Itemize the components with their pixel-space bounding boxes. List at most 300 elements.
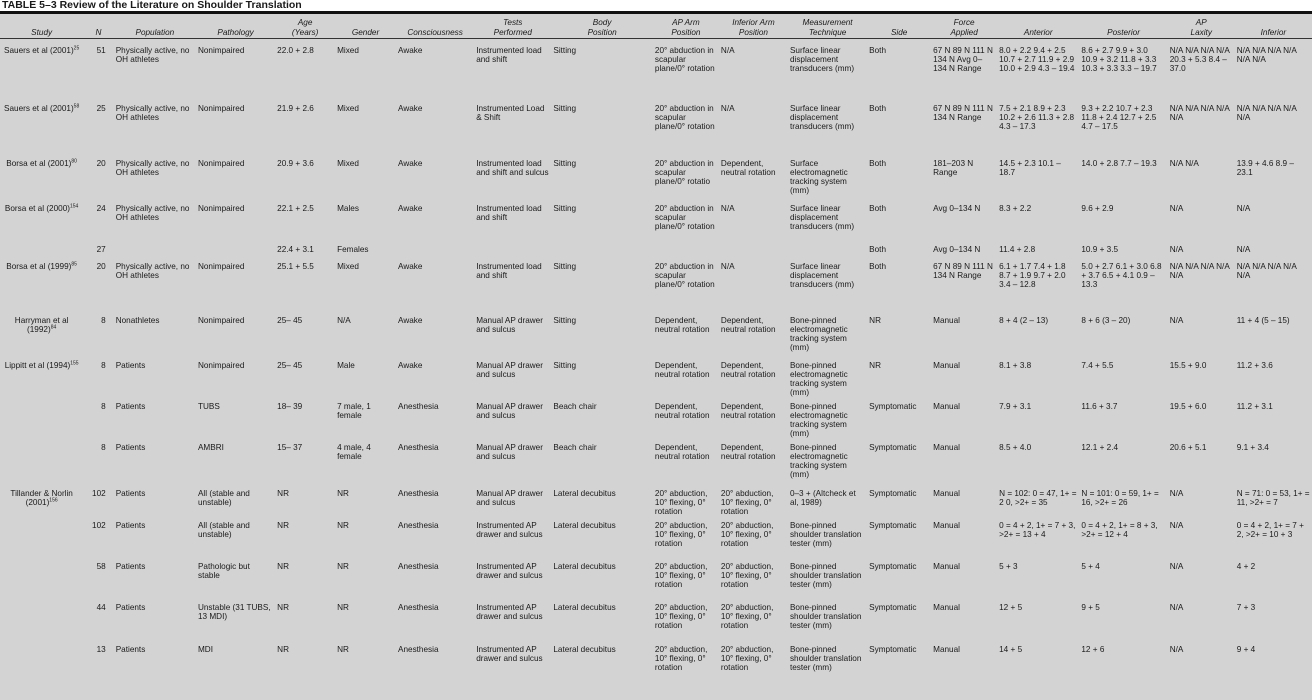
cell-measure: Bone-pinned shoulder translation tester (mm): [789, 561, 862, 589]
cell-population: Patients: [115, 442, 146, 452]
reference-superscript: 58: [73, 102, 80, 109]
cell-pathology: Nonimpaired: [197, 261, 245, 271]
cell-pathology: Pathologic but stable: [197, 561, 250, 580]
cell-anterior: 8.3 + 2.2: [999, 203, 1032, 213]
table-row: [0, 361, 1312, 402]
cell-measure: Bone-pinned electromagnetic tracking system (mm): [789, 401, 848, 438]
cell-body: Sitting: [553, 261, 577, 271]
cell-force: Manual: [933, 360, 960, 370]
cell-ap-arm: Dependent, neutral rotation: [654, 360, 710, 379]
cell-side: NR: [869, 360, 881, 370]
table-row: [0, 104, 1312, 159]
cell-gender: NR: [337, 520, 349, 530]
cell-posterior: 12.1 + 2.4: [1081, 442, 1119, 452]
cell-posterior: 9 + 5: [1081, 602, 1100, 612]
cell-posterior: 5 + 4: [1081, 561, 1100, 571]
cell-inferior: N/A N/A N/A N/A N/A N/A: [1236, 46, 1297, 65]
cell-measure: Surface linear displacement transducers (mm): [789, 103, 855, 131]
cell-anterior: 6.1 + 1.7 7.4 + 1.8 8.7 + 1.9 9.7 + 2.0 3.4 – 12.8: [999, 261, 1066, 289]
cell-inf-arm: Dependent, neutral rotation: [720, 401, 776, 420]
cell-side: Both: [869, 103, 886, 113]
cell-side: Both: [869, 244, 886, 254]
cell-force: Manual: [933, 561, 960, 571]
cell-inf-arm: [719, 245, 788, 262]
table-row: [0, 39, 1312, 104]
cell-inferior: 11.2 + 3.1: [1236, 401, 1273, 411]
cell-anterior: 11.4 + 2.8: [999, 244, 1036, 254]
cell-inf-arm: N/A: [720, 203, 735, 213]
cell-side: Symptomatic: [869, 442, 917, 452]
table-row: [0, 562, 1312, 603]
cell-n: 13: [96, 644, 106, 654]
cell-ap-laxity: N/A N/A N/A N/A N/A: [1169, 261, 1230, 280]
cell-age: NR: [277, 644, 289, 654]
cell-body: Beach chair: [553, 401, 597, 411]
cell-age: 20.9 + 3.6: [277, 158, 314, 168]
cell-n: 8: [101, 442, 106, 452]
reference-superscript: 80: [71, 157, 77, 164]
cell-ap-laxity: N/A: [1169, 644, 1184, 654]
cell-ap-laxity: N/A: [1169, 203, 1184, 213]
table-row: [0, 402, 1312, 443]
cell-pathology: [196, 245, 275, 262]
cell-gender: Mixed: [337, 158, 359, 168]
cell-measure: Bone-pinned shoulder translation tester (mm): [789, 602, 862, 630]
cell-body: Sitting: [553, 158, 577, 168]
cell-gender: NR: [337, 602, 349, 612]
cell-measure: Surface linear displacement transducers (mm): [789, 261, 855, 289]
cell-ap-laxity: N/A N/A: [1169, 158, 1199, 168]
cell-consciousness: Awake: [398, 203, 423, 213]
cell-force: Manual: [933, 488, 960, 498]
cell-body: Sitting: [553, 46, 577, 55]
cell-ap-arm: 20° abduction in scapular plane/0° rotatio: [654, 158, 714, 186]
cell-ap-laxity: N/A: [1169, 315, 1184, 325]
cell-study: Borsa et al $(2001)^{80}$: [6, 157, 77, 168]
cell-posterior: 10.9 + 3.5: [1081, 244, 1119, 254]
cell-population: Patients: [115, 644, 146, 654]
literature-table: [0, 15, 1312, 689]
cell-inferior: 11 + 4 (5 – 15): [1236, 315, 1290, 325]
cell-inferior: 13.9 + 4.6 8.9 – 23.1: [1236, 158, 1294, 177]
cell-inf-arm: Dependent, neutral rotation: [720, 442, 776, 461]
cell-study: [0, 603, 83, 645]
cell-force: Manual: [933, 602, 960, 612]
column-header: Force Applied: [931, 15, 997, 39]
cell-population: Physically active, no OH athletes: [115, 203, 190, 222]
cell-pathology: Nonimpaired: [197, 315, 245, 325]
cell-measure: Bone-pinned electromagnetic tracking system (mm): [789, 360, 848, 397]
cell-measure: Bone-pinned shoulder translation tester (mm): [789, 520, 862, 548]
cell-study: [0, 562, 83, 603]
cell-ap-arm: 20° abduction, 10° flexing, 0° rotation: [654, 602, 708, 630]
cell-n: 25: [96, 103, 106, 113]
cell-study: Lippitt et al $(1994)^{155}$: [4, 359, 79, 370]
cell-force: Manual: [933, 315, 960, 325]
cell-consciousness: Anesthesia: [398, 488, 439, 498]
cell-ap-arm: 20° abduction, 10° flexing, 0° rotation: [654, 488, 708, 516]
cell-consciousness: Anesthesia: [398, 561, 439, 571]
cell-inferior: N = 71: 0 = 53, 1+ = 11, >2+ = 7: [1236, 488, 1310, 507]
column-header: Inferior: [1235, 15, 1312, 39]
cell-side: Symptomatic: [869, 602, 917, 612]
cell-gender: NR: [337, 644, 349, 654]
cell-inf-arm: 20° abduction, 10° flexing, 0° rotation: [720, 488, 774, 516]
cell-consciousness: Anesthesia: [398, 602, 439, 612]
cell-ap-laxity: 15.5 + 9.0: [1169, 360, 1207, 370]
cell-measure: [788, 245, 867, 262]
table-row: [0, 159, 1312, 204]
cell-ap-laxity: 20.6 + 5.1: [1169, 442, 1207, 452]
cell-age: 22.1 + 2.5: [277, 203, 314, 213]
table-row: [0, 603, 1312, 645]
table-row: [0, 245, 1312, 262]
cell-anterior: 8.1 + 3.8: [999, 360, 1032, 370]
cell-anterior: 0 = 4 + 2, 1+ = 7 + 3, >2+ = 13 + 4: [999, 520, 1076, 539]
cell-posterior: 8 + 6 (3 – 20): [1081, 315, 1131, 325]
cell-tests: Manual AP drawer and sulcus: [476, 360, 543, 379]
cell-body: Lateral decubitus: [553, 561, 616, 571]
column-header: AP Arm Position: [653, 15, 719, 39]
cell-posterior: N = 101: 0 = 59, 1+ = 16, >2+ = 26: [1081, 488, 1159, 507]
cell-ap-laxity: N/A: [1169, 488, 1184, 498]
cell-inferior: N/A: [1236, 244, 1251, 254]
cell-population: Patients: [115, 520, 146, 530]
reference-superscript: 85: [71, 260, 77, 267]
cell-n: 20: [96, 261, 106, 271]
cell-pathology: Unstable (31 TUBS, 13 MDI): [197, 602, 271, 621]
cell-pathology: MDI: [197, 644, 213, 654]
cell-n: 8: [101, 401, 106, 411]
cell-body: Lateral decubitus: [553, 602, 616, 612]
cell-ap-arm: Dependent, neutral rotation: [654, 442, 710, 461]
column-header: Tests Performed: [474, 15, 551, 39]
cell-population: Physically active, no OH athletes: [115, 46, 190, 65]
cell-anterior: 7.9 + 3.1: [999, 401, 1032, 411]
table-row: [0, 521, 1312, 562]
column-header: Consciousness: [396, 15, 474, 39]
cell-population: Nonathletes: [115, 315, 160, 325]
cell-age: NR: [277, 520, 289, 530]
cell-study: [0, 521, 83, 562]
cell-tests: Instrumented load and shift and sulcus: [476, 158, 549, 177]
cell-pathology: All (stable and unstable): [197, 488, 250, 507]
cell-study: Sauers et al $(2001)^{58}$: [4, 102, 80, 113]
cell-n: 44: [96, 602, 106, 612]
cell-tests: Instrumented AP drawer and sulcus: [476, 602, 543, 621]
cell-ap-arm: 20° abduction in scapular plane/0° rotation: [654, 261, 715, 289]
cell-tests: Manual AP drawer and sulcus: [476, 315, 543, 334]
cell-ap-arm: [653, 245, 719, 262]
cell-anterior: 5 + 3: [999, 561, 1018, 571]
column-header: Inferior Arm Position: [719, 15, 788, 39]
cell-tests: Instrumented AP drawer and sulcus: [476, 520, 543, 539]
column-header: Side: [867, 15, 931, 39]
cell-age: 22.4 + 3.1: [277, 244, 314, 254]
cell-population: Patients: [115, 561, 146, 571]
cell-force: 67 N 89 N 111 N 134 N Range: [933, 261, 993, 280]
cell-pathology: Nonimpaired: [197, 360, 245, 370]
cell-n: 8: [101, 360, 106, 370]
cell-measure: 0–3 + (Altcheck et al, 1989): [789, 488, 856, 507]
cell-population: Patients: [115, 602, 146, 612]
cell-ap-arm: 20° abduction in scapular plane/0° rotation: [654, 103, 715, 131]
cell-inferior: N/A N/A N/A N/A N/A: [1236, 261, 1297, 280]
cell-population: [114, 245, 196, 262]
cell-measure: Bone-pinned electromagnetic tracking system (mm): [789, 315, 848, 352]
cell-pathology: TUBS: [197, 401, 220, 411]
cell-inferior: N/A: [1236, 203, 1251, 213]
cell-measure: Surface linear displacement transducers (mm): [789, 46, 855, 74]
cell-anterior: 12 + 5: [999, 602, 1023, 612]
cell-ap-arm: 20° abduction, 10° flexing, 0° rotation: [654, 644, 708, 672]
cell-pathology: Nonimpaired: [197, 203, 245, 213]
cell-side: Symptomatic: [869, 561, 917, 571]
cell-n: 102: [92, 488, 106, 498]
cell-study: [0, 645, 83, 689]
column-header: Gender: [335, 15, 396, 39]
cell-age: NR: [277, 488, 289, 498]
cell-population: Patients: [115, 488, 146, 498]
cell-age: 18– 39: [277, 401, 303, 411]
column-header: Body Position: [551, 15, 653, 39]
column-header: Anterior: [997, 15, 1079, 39]
reference-superscript: 154: [70, 202, 79, 209]
cell-inf-arm: 20° abduction, 10° flexing, 0° rotation: [720, 561, 774, 589]
cell-ap-arm: Dependent, neutral rotation: [654, 401, 710, 420]
cell-body: Lateral decubitus: [553, 644, 616, 654]
cell-force: 67 N 89 N 111 N 134 N Avg 0–134 N Range: [933, 46, 993, 74]
table-row: [0, 489, 1312, 521]
cell-force: 67 N 89 N 111 N 134 N Range: [933, 103, 993, 122]
cell-age: NR: [277, 602, 289, 612]
column-header: Pathology: [196, 15, 275, 39]
column-header: Population: [114, 15, 196, 39]
cell-n: 102: [92, 520, 106, 530]
cell-age: 15– 37: [277, 442, 303, 452]
cell-body: [551, 245, 653, 262]
cell-posterior: 0 = 4 + 2, 1+ = 8 + 3, >2+ = 12 + 4: [1081, 520, 1158, 539]
cell-consciousness: Awake: [398, 261, 423, 271]
cell-anterior: 8.0 + 2.2 9.4 + 2.5 10.7 + 2.7 11.9 + 2.9 10.0 + 2.9 4.3 – 19.4: [999, 46, 1075, 74]
cell-force: Manual: [933, 442, 960, 452]
cell-posterior: 5.0 + 2.7 6.1 + 3.0 6.8 + 3.7 6.5 + 4.1 0.9 – 13.3: [1081, 261, 1162, 289]
cell-consciousness: Awake: [398, 360, 423, 370]
cell-inf-arm: Dependent, neutral rotation: [720, 315, 776, 334]
cell-inferior: 4 + 2: [1236, 561, 1256, 571]
table-title: TABLE 5–3 Review of the Literature on Shoulder Translation: [0, 0, 1312, 14]
table-row: [0, 316, 1312, 361]
cell-body: Sitting: [553, 315, 577, 325]
cell-tests: Manual AP drawer and sulcus: [476, 401, 543, 420]
cell-study: [0, 245, 83, 262]
cell-population: Physically active, no OH athletes: [115, 261, 190, 280]
cell-n: 8: [101, 315, 106, 325]
cell-ap-laxity: N/A: [1169, 602, 1184, 612]
cell-inf-arm: N/A: [720, 261, 735, 271]
reference-superscript: 25: [73, 45, 80, 52]
cell-gender: Mixed: [337, 103, 359, 113]
cell-body: Sitting: [553, 360, 577, 370]
cell-gender: 7 male, 1 female: [337, 401, 371, 420]
cell-anterior: 8 + 4 (2 – 13): [999, 315, 1049, 325]
cell-tests: Instrumented AP drawer and sulcus: [476, 644, 543, 663]
cell-force: Manual: [933, 644, 960, 654]
cell-side: Both: [869, 158, 886, 168]
cell-anterior: 7.5 + 2.1 8.9 + 2.3 10.2 + 2.6 11.3 + 2.8 4.3 – 17.3: [999, 103, 1075, 131]
cell-n: 51: [96, 46, 106, 55]
cell-force: 181–203 N Range: [933, 158, 974, 177]
cell-inf-arm: N/A: [720, 103, 735, 113]
cell-measure: Bone-pinned electromagnetic tracking system (mm): [789, 442, 848, 479]
cell-tests: Instrumented load and shift: [476, 203, 542, 222]
cell-pathology: All (stable and unstable): [197, 520, 250, 539]
cell-force: Manual: [933, 520, 960, 530]
cell-gender: NR: [337, 488, 349, 498]
cell-posterior: 9.3 + 2.2 10.7 + 2.3 11.8 + 2.4 12.7 + 2.5 4.7 – 17.5: [1081, 103, 1157, 131]
cell-consciousness: Anesthesia: [398, 520, 439, 530]
table-header-row: [0, 15, 1312, 39]
cell-anterior: 14.5 + 2.3 10.1 – 18.7: [999, 158, 1061, 177]
cell-ap-laxity: 19.5 + 6.0: [1169, 401, 1207, 411]
cell-ap-arm: 20° abduction in scapular plane/0° rotation: [654, 46, 715, 74]
cell-ap-laxity: N/A: [1169, 244, 1184, 254]
cell-gender: Males: [337, 203, 359, 213]
cell-n: 20: [96, 158, 106, 168]
column-header: Measurement Technique: [788, 15, 867, 39]
cell-inferior: 9 + 4: [1236, 644, 1256, 654]
cell-inferior: 7 + 3: [1236, 602, 1256, 612]
cell-side: Both: [869, 46, 886, 55]
cell-inf-arm: 20° abduction, 10° flexing, 0° rotation: [720, 602, 774, 630]
cell-population: Patients: [115, 360, 146, 370]
cell-study: [0, 443, 83, 489]
cell-force: Avg 0–134 N: [933, 203, 981, 213]
cell-inf-arm: Dependent, neutral rotation: [720, 360, 776, 379]
cell-study: Harryman et al $(1992)^{84}$: [14, 315, 69, 334]
cell-age: 25– 45: [277, 360, 303, 370]
cell-gender: N/A: [337, 315, 351, 325]
table-row: [0, 204, 1312, 245]
cell-side: Symptomatic: [869, 520, 917, 530]
cell-force: Manual: [933, 401, 960, 411]
cell-pathology: Nonimpaired: [197, 46, 245, 55]
cell-inf-arm: N/A: [720, 46, 735, 55]
cell-gender: Mixed: [337, 46, 359, 55]
cell-side: Symptomatic: [869, 644, 917, 654]
cell-body: Lateral decubitus: [553, 488, 616, 498]
cell-age: 21.9 + 2.6: [277, 103, 314, 113]
cell-measure: Surface electromagnetic tracking system (mm): [789, 158, 848, 195]
table-body: [0, 39, 1312, 689]
cell-inferior: N/A N/A N/A N/A N/A: [1236, 103, 1297, 122]
cell-ap-arm: 20° abduction, 10° flexing, 0° rotation: [654, 520, 708, 548]
cell-side: Both: [869, 203, 886, 213]
cell-pathology: Nonimpaired: [197, 103, 245, 113]
cell-age: 25– 45: [277, 315, 303, 325]
cell-population: Patients: [115, 401, 146, 411]
cell-gender: Females: [337, 244, 369, 254]
cell-posterior: 12 + 6: [1081, 644, 1105, 654]
cell-body: Sitting: [553, 103, 577, 113]
cell-age: 22.0 + 2.8: [277, 46, 314, 55]
cell-side: NR: [869, 315, 881, 325]
cell-body: Beach chair: [553, 442, 597, 452]
cell-measure: Bone-pinned shoulder translation tester (mm): [789, 644, 862, 672]
cell-n: 27: [96, 244, 106, 254]
cell-inferior: 0 = 4 + 2, 1+ = 7 + 2, >2+ = 10 + 3: [1236, 520, 1304, 539]
column-header: Posterior: [1079, 15, 1167, 39]
cell-anterior: 14 + 5: [999, 644, 1023, 654]
cell-inf-arm: 20° abduction, 10° flexing, 0° rotation: [720, 644, 774, 672]
cell-body: Lateral decubitus: [553, 520, 616, 530]
cell-inf-arm: Dependent, neutral rotation: [720, 158, 776, 177]
cell-study: Borsa et al $(1999)^{85}$: [6, 260, 77, 271]
cell-posterior: 9.6 + 2.9: [1081, 203, 1114, 213]
cell-tests: Instrumented Load & Shift: [476, 103, 545, 122]
cell-population: Physically active, no OH athletes: [115, 158, 190, 177]
column-header: AP Laxity: [1168, 15, 1235, 39]
cell-side: Symptomatic: [869, 488, 917, 498]
cell-consciousness: Awake: [398, 315, 423, 325]
cell-consciousness: Anesthesia: [398, 442, 439, 452]
cell-tests: Instrumented load and shift: [476, 46, 542, 65]
cell-inferior: 9.1 + 3.4: [1236, 442, 1269, 452]
cell-measure: Surface linear displacement transducers (mm): [789, 203, 855, 231]
cell-age: 25.1 + 5.5: [277, 261, 314, 271]
cell-posterior: 11.6 + 3.7: [1081, 401, 1118, 411]
cell-ap-laxity: N/A: [1169, 561, 1184, 571]
cell-ap-arm: 20° abduction, 10° flexing, 0° rotation: [654, 561, 708, 589]
cell-anterior: 8.5 + 4.0: [999, 442, 1032, 452]
cell-ap-arm: 20° abduction in scapular plane/0° rotation: [654, 203, 715, 231]
column-header: N: [83, 15, 113, 39]
cell-force: Avg 0–134 N: [933, 244, 981, 254]
table-row: [0, 262, 1312, 316]
cell-consciousness: Awake: [398, 158, 423, 168]
cell-anterior: N = 102: 0 = 47, 1+ = 2 0, >2+ = 35: [999, 488, 1077, 507]
cell-side: Both: [869, 261, 886, 271]
cell-gender: NR: [337, 561, 349, 571]
cell-tests: Manual AP drawer and sulcus: [476, 442, 543, 461]
cell-posterior: 14.0 + 2.8 7.7 – 19.3: [1081, 158, 1157, 168]
cell-tests: [474, 245, 551, 262]
cell-tests: Instrumented AP drawer and sulcus: [476, 561, 543, 580]
cell-ap-arm: Dependent, neutral rotation: [654, 315, 710, 334]
cell-pathology: AMBRI: [197, 442, 224, 452]
cell-gender: Mixed: [337, 261, 359, 271]
column-header: Age (Years): [275, 15, 335, 39]
cell-gender: Male: [337, 360, 355, 370]
cell-consciousness: Awake: [398, 103, 423, 113]
cell-inferior: 11.2 + 3.6: [1236, 360, 1273, 370]
reference-superscript: 155: [70, 359, 79, 366]
cell-consciousness: Awake: [398, 46, 423, 55]
cell-gender: 4 male, 4 female: [337, 442, 371, 461]
cell-ap-laxity: N/A N/A N/A N/A N/A: [1169, 103, 1230, 122]
cell-consciousness: Anesthesia: [398, 644, 439, 654]
cell-population: Physically active, no OH athletes: [115, 103, 190, 122]
table-row: [0, 443, 1312, 489]
cell-body: Sitting: [553, 203, 577, 213]
reference-superscript: 84: [50, 323, 57, 330]
cell-pathology: Nonimpaired: [197, 158, 245, 168]
cell-n: 24: [96, 203, 106, 213]
cell-study: Sauers et al $(2001)^{25}$: [4, 45, 80, 55]
cell-inf-arm: 20° abduction, 10° flexing, 0° rotation: [720, 520, 774, 548]
table-row: [0, 645, 1312, 689]
cell-n: 58: [96, 561, 106, 571]
